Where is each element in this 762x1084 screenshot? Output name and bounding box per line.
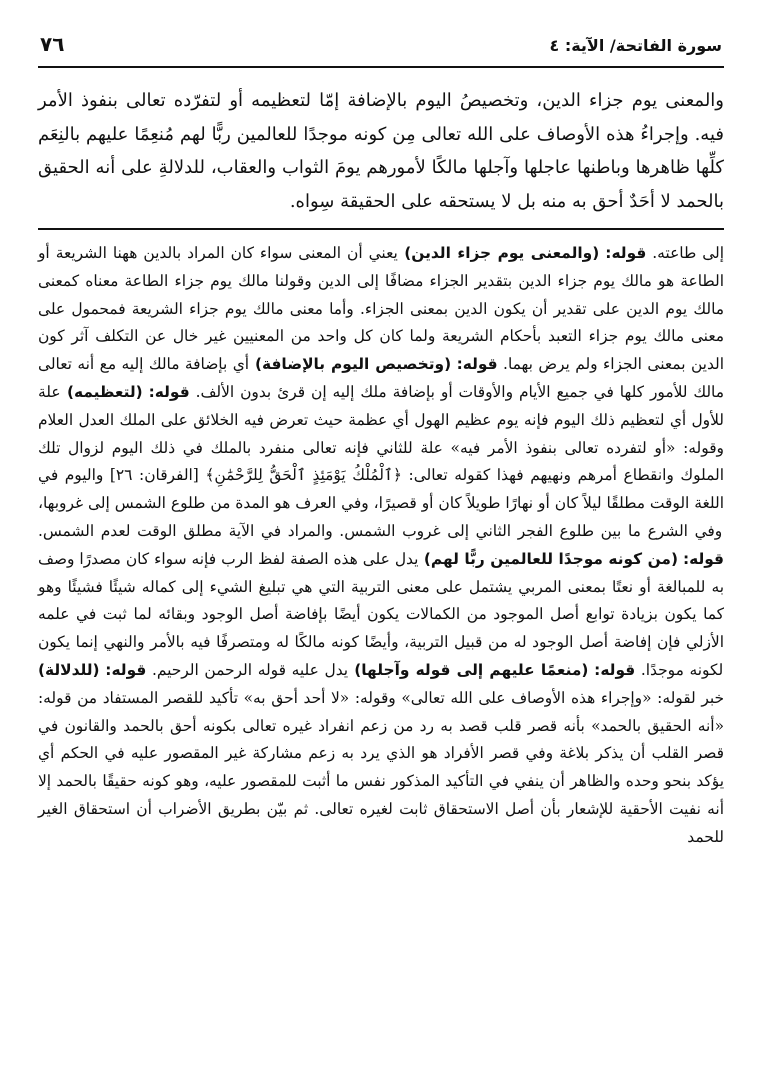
commentary-label: قوله: [605, 244, 647, 262]
header-rule [38, 66, 724, 68]
commentary-text: أي بإضافة مالك إليه مع أنه تعالى مالك للأمور كلها في جميع الأيام والأوقات أو بإضافة ملك إليه إن قرئ بدون الألف. [38, 355, 724, 401]
commentary-quote: (منعمًا عليهم إلى قوله وآجلها) [348, 660, 589, 679]
commentary-label: قوله: [683, 549, 724, 568]
page-header [38, 32, 724, 66]
main-text [38, 84, 724, 218]
commentary-divider [38, 228, 724, 230]
commentary-text: يدل عليه قوله الرحمن الرحيم. [146, 660, 349, 679]
page [38, 32, 724, 852]
commentary-text: علة للأول أي لتعظيم ذلك اليوم فإنه يوم عظيم الهول أي عظمة حيث تعرض فيه الخلائق على الملك العدل العلام وقوله: «أو لتفرده تعالى بنفوذ الأمر فيه» علة للثاني فإنه تعالى منفرد بالملك في ذلك اليوم لزوال تلك الملوك وانقطاع أمرهم ونهيهم فهذا كقوله تعالى: ﴿ٱلْمُلْكُ يَوْمَئِذٍ ٱلْحَقُّ لِلرَّحْمَٰنِ﴾ [الفرقان: ٢٦] واليوم في اللغة الوقت مطلقًا ليلاً كان أو نهارًا طويلاً كان أو قصيرًا، وفي العرف هو المدة من طلوع الشمس إلى غروبها، وفي الشرع ما بين طلوع الفجر الثاني إلى غروب الشمس. والمراد في الآية مطلق الوقت لعدم الشمس. [38, 382, 724, 540]
main-paragraph: والمعنى يوم جزاء الدين، وتخصيصُ اليوم بالإضافة إمّا لتعظيمه أو لتفرّده تعالى بنفوذ الأمر فيه. وإجراءُ هذه الأوصاف على الله تعالى مِن كونه موجدًا للعالمين ربًّا لهم مُنعِمًا عليهم بالنِعَم كلِّها ظاهرها وباطنها عاجلها وآجلها مالكًا لأمورهم يومَ الثواب والعقاب، للدلالةِ على أنه الحقيق بالحمد لا أحَدٌ أحق به منه بل لا يستحقه على الحقيقة سِواه. [38, 90, 724, 212]
page-number: ٧٦ [40, 32, 65, 56]
running-title: سورة الفاتحة/ الآية: ٤ [549, 36, 722, 55]
commentary-text: يعني أن المعنى سواء كان المراد بالدين ههنا الشريعة أو الطاعة هو مالك يوم جزاء الدين بتقدير الجزاء مضافًا إلى الدين وقولنا مالك يوم جزاء الطاعة معناه كمعنى مالك يوم الدين على تقدير أن يكون الدين بمعنى الجزاء. وأما معنى مالك يوم جزاء الشريعة فمحمول على معنى مالك يوم جزاء التعبد بأحكام الشريعة ولما كان كل واحد من المعنيين غير خال عن التكلف آثر كون الدين بمعنى الجزاء ولم يرض بهما. [38, 244, 724, 374]
commentary-quote: (والمعنى يوم جزاء الدين) [397, 244, 600, 262]
commentary-label: قوله: [456, 355, 498, 374]
commentary [38, 240, 724, 852]
commentary-paragraph [38, 240, 724, 852]
commentary-label: قوله: [105, 660, 147, 679]
commentary-quote: (من كونه موجدًا للعالمين ربًّا لهم) [418, 549, 678, 568]
commentary-text: يدل على هذه الصفة لفظ الرب فإنه سواء كان مصدرًا وصف به للمبالغة أو نعتًا بمعنى المربي يشتمل على معنى التربية التي هي تبليغ الشيء إلى كماله شيئًا فشيئًا وهو كما يكون بزيادة توابع أصل الموجود من الكمالات يكون أيضًا بإفاضة أصل الوجود وبقائه لما ثبت في علمه الأزلي فإن إفاضة أصل الوجود له من قبيل التربية، وأيضًا كونه مالكًا له ومتصرفًا فيه بالأمر والنهي إنما يكون لكونه موجدًا. [38, 549, 724, 679]
commentary-quote: (لتعظيمه) [60, 382, 143, 401]
commentary-text: إلى طاعته. [646, 244, 724, 262]
commentary-label: قوله: [594, 660, 636, 679]
commentary-quote: (وتخصيص اليوم بالإضافة) [249, 355, 452, 374]
commentary-text: خبر لقوله: «وإجراء هذه الأوصاف على الله تعالى» وقوله: «لا أحد أحق به» تأكيد للقصر المستفاد من قوله: «أنه الحقيق بالحمد» بأنه قصر قلب قصد به رد من زعم انفراد غيره تعالى بكونه أحق بالحمد والقانون في قصر القلب أن يذكر بلاغة وفي قصر الأفراد هو الذي يرد به زعم مشاركة غير المقصور عليه في الحكم أي يؤكد بنحو وحده والظاهر أن ينفي في التأكيد المذكور نفس ما أثبت للمقصور عليه، وهو كونه حقيقًا بالحمد إلا أنه نفيت الأحقية للإشعار بأن أصل الاستحقاق ثابت لغيره تعالى. ثم بيّن بطريق الأضراب أن استحقاق الغير للحمد [38, 688, 724, 846]
commentary-label: قوله: [148, 382, 190, 401]
commentary-quote: (للدلالة) [38, 660, 100, 679]
